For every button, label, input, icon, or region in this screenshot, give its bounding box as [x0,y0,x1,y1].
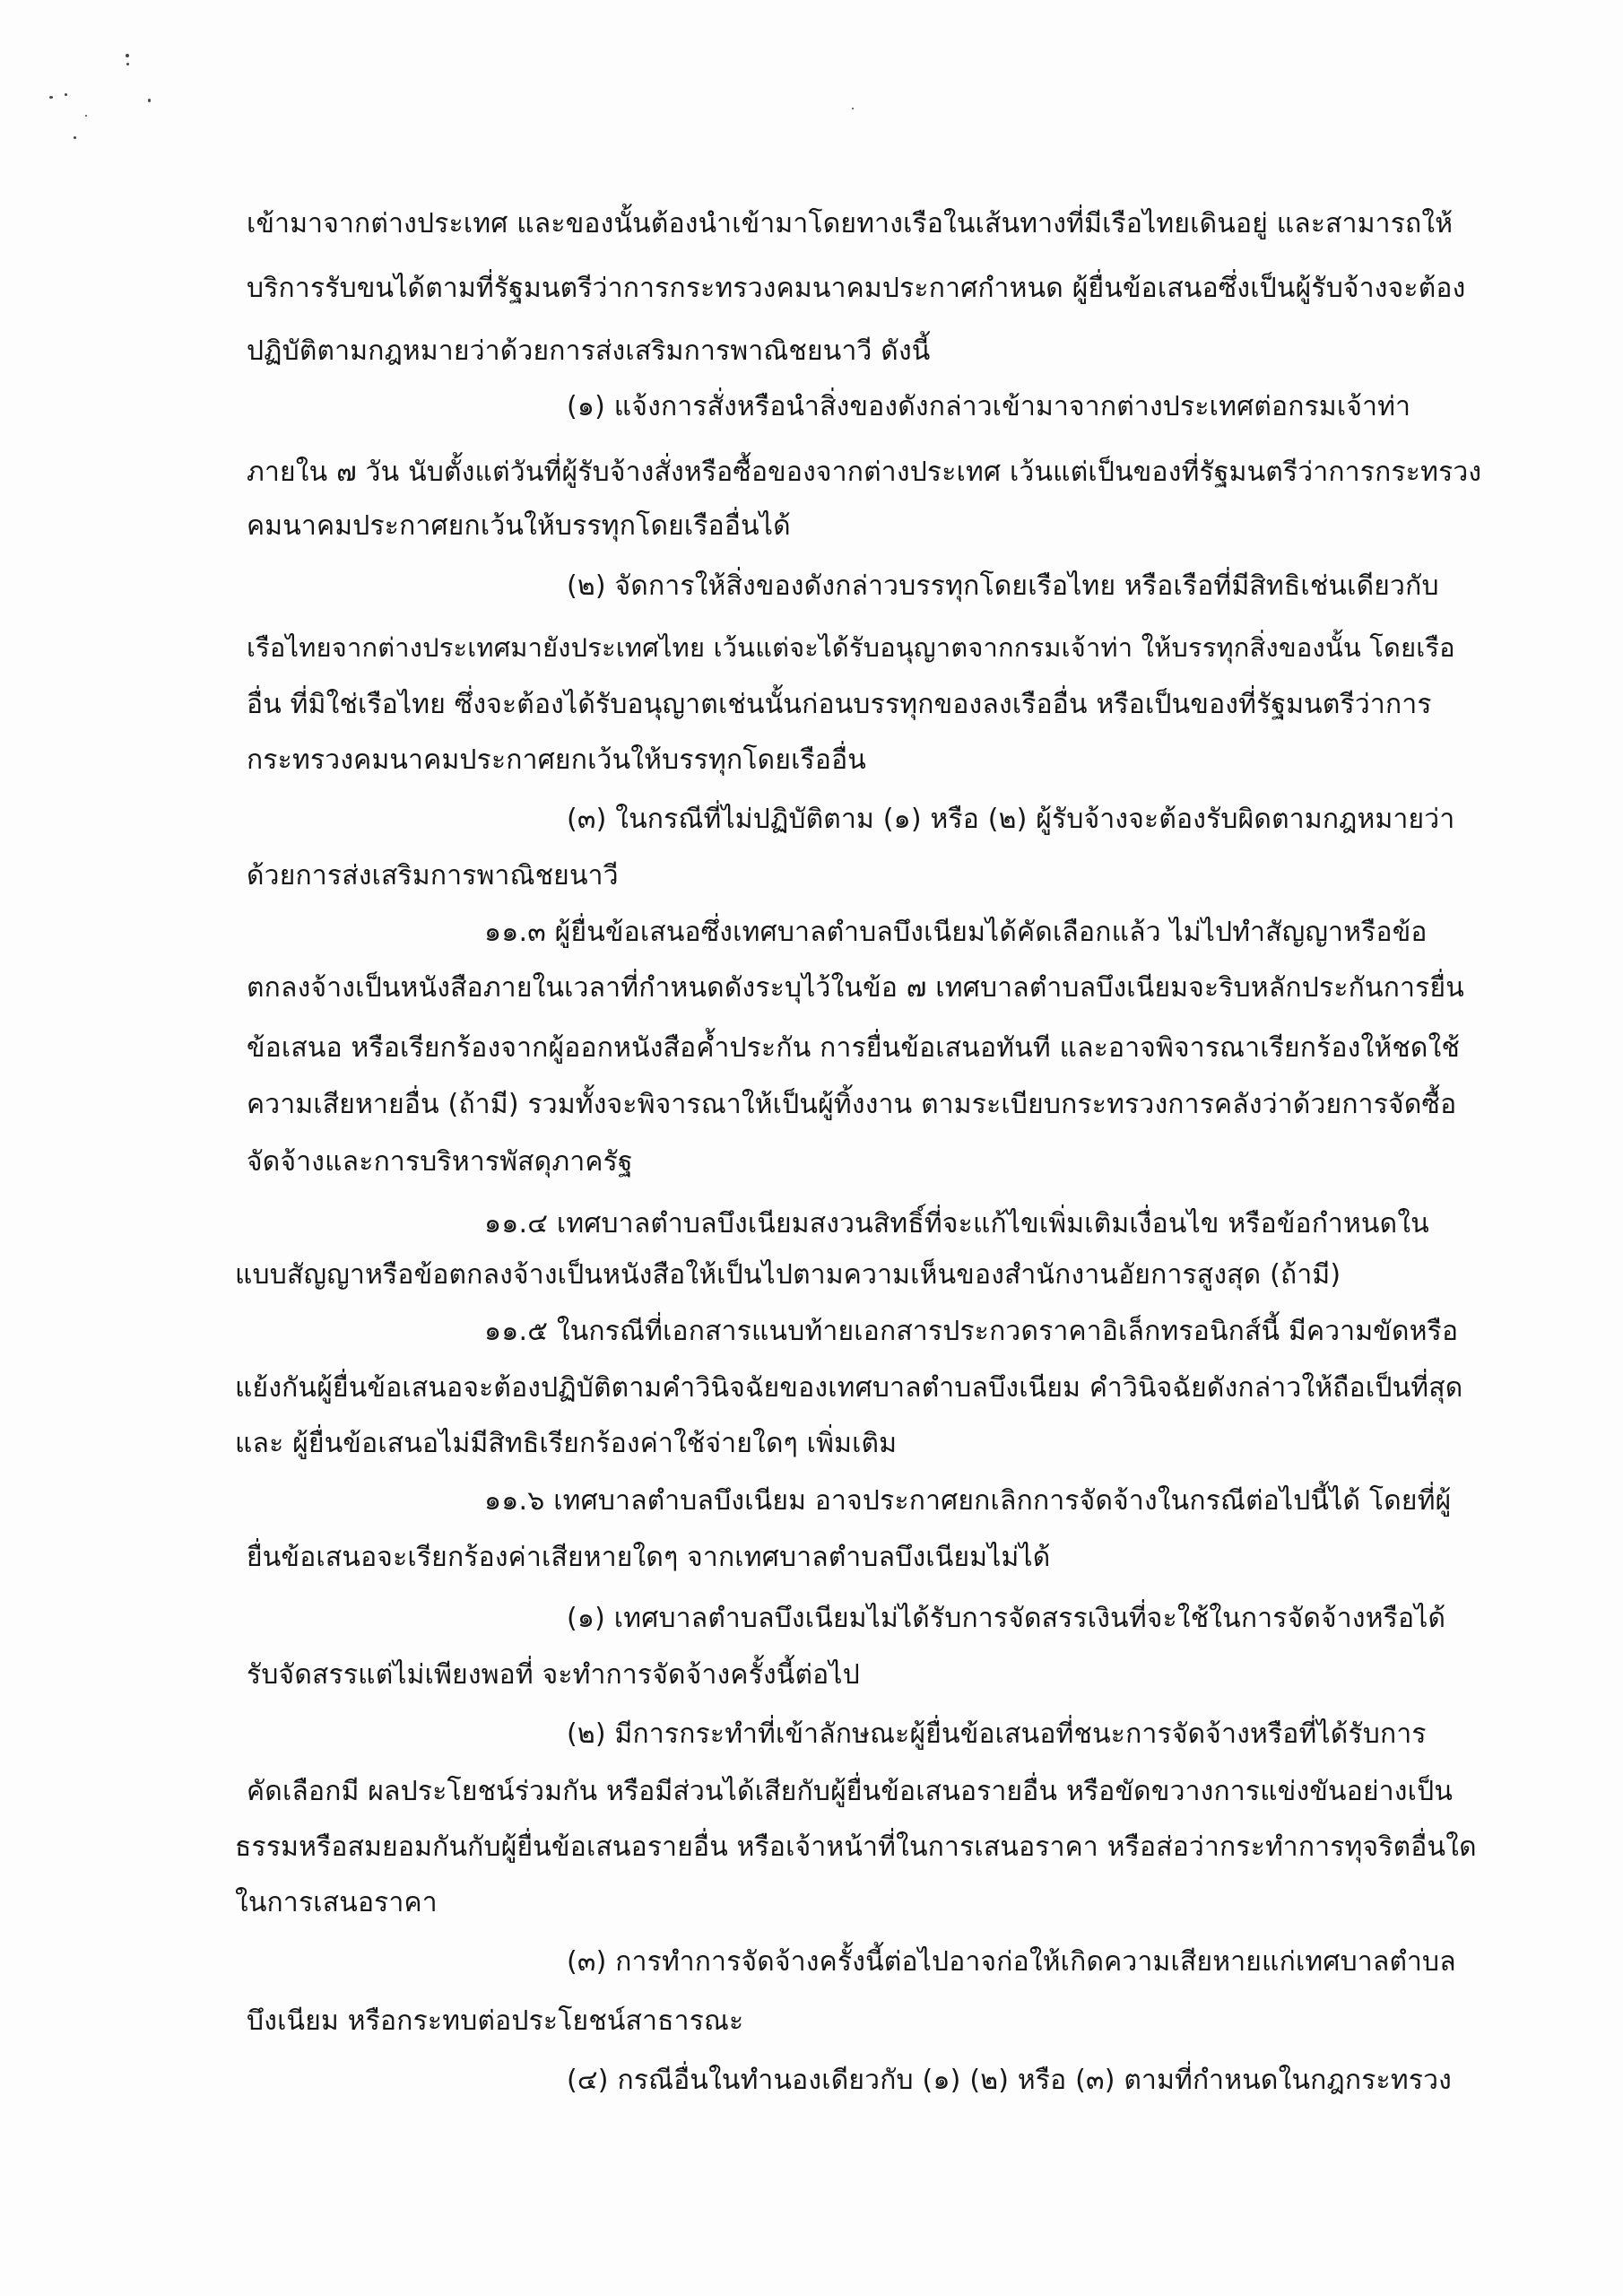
text-line: ในการเสนอราคา [235,1887,438,1918]
text-line: (๓) ในกรณีที่ไม่ปฏิบัติตาม (๑) หรือ (๒) ผู้รับจ้างจะต้องรับผิดตามกฎหมายว่า [567,804,1455,835]
text-line: บริการรับขนได้ตามที่รัฐมนตรีว่าการกระทรวงคมนาคมประกาศกำหนด ผู้ยื่นข้อเสนอซึ่งเป็นผู้รับจ้างจะต้อง [247,273,1466,304]
text-line: กระทรวงคมนาคมประกาศยกเว้นให้บรรทุกโดยเรืออื่น [247,744,867,776]
scan-speck [74,136,76,139]
text-line: ยื่นข้อเสนอจะเรียกร้องค่าเสียหายใดๆ จากเทศบาลตำบลบึงเนียมไม่ได้ [247,1542,1051,1573]
text-line: ๑๑.๔ เทศบาลตำบลบึงเนียมสงวนสิทธิ์ที่จะแก้ไขเพิ่มเติมเงื่อนไข หรือข้อกำหนดใน [484,1208,1429,1239]
text-line: และ ผู้ยื่นข้อเสนอไม่มีสิทธิเรียกร้องค่าใช้จ่ายใดๆ เพิ่มเติม [235,1428,898,1459]
scan-speck [85,115,87,117]
text-line: ข้อเสนอ หรือเรียกร้องจากผู้ออกหนังสือค้ำประกัน การยื่นข้อเสนอทันที และอาจพิจารณาเรียกร้องให้ชดใช้ [247,1032,1461,1064]
text-line: ความเสียหายอื่น (ถ้ามี) รวมทั้งจะพิจารณาให้เป็นผู้ทิ้งงาน ตามระเบียบกระทรวงการคลังว่าด้วยการจัดซื้อ [247,1089,1457,1120]
text-line: (๑) แจ้งการสั่งหรือนำสิ่งของดังกล่าวเข้ามาจากต่างประเทศต่อกรมเจ้าท่า [567,391,1411,422]
text-line: รับจัดสรรแต่ไม่เพียงพอที่ จะทำการจัดจ้างครั้งนี้ต่อไป [247,1659,860,1691]
text-line: (๓) การทำการจัดจ้างครั้งนี้ต่อไปอาจก่อให้เกิดความเสียหายแก่เทศบาลตำบล [567,1946,1456,1978]
text-line: ตกลงจ้างเป็นหนังสือภายในเวลาที่กำหนดดังระบุไว้ในข้อ ๗ เทศบาลตำบลบึงเนียมจะริบหลักประกันการยื่น [247,972,1464,1004]
text-line: อื่น ที่มิใช่เรือไทย ซึ่งจะต้องได้รับอนุญาตเช่นนั้นก่อนบรรทุกของลงเรืออื่น หรือเป็นของที่รัฐมนตรีว่าการ [247,689,1432,720]
text-line: (๒) จัดการให้สิ่งของดังกล่าวบรรทุกโดยเรือไทย หรือเรือที่มีสิทธิเช่นเดียวกับ [567,570,1439,602]
scan-speck [126,54,129,57]
scan-speck [65,93,67,96]
text-line: ๑๑.๓ ผู้ยื่นข้อเสนอซึ่งเทศบาลตำบลบึงเนียมได้คัดเลือกแล้ว ไม่ไปทำสัญญาหรือข้อ [484,917,1428,948]
text-line: ปฏิบัติตามกฎหมายว่าด้วยการส่งเสริมการพาณิชยนาวี ดังนี้ [247,335,931,367]
scan-speck [49,96,53,99]
scan-speck [126,63,129,65]
text-line: ๑๑.๕ ในกรณีที่เอกสารแนบท้ายเอกสารประกวดราคาอิเล็กทรอนิกส์นี้ มีความขัดหรือ [484,1316,1459,1347]
text-line: ด้วยการส่งเสริมการพาณิชยนาวี [247,860,619,891]
text-line: (๒) มีการกระทำที่เข้าลักษณะผู้ยื่นข้อเสนอที่ชนะการจัดจ้างหรือที่ได้รับการ [567,1718,1427,1750]
text-line: ภายใน ๗ วัน นับตั้งแต่วันที่ผู้รับจ้างสั่งหรือซื้อของจากต่างประเทศ เว้นแต่เป็นของที่รัฐมนตรีว่าการกระทรวง [247,457,1482,488]
text-line: แย้งกันผู้ยื่นข้อเสนอจะต้องปฏิบัติตามคำวินิจฉัยของเทศบาลตำบลบึงเนียม คำวินิจฉัยดังกล่าวให้ถือเป็นที่สุด [235,1372,1463,1404]
text-line: (๑) เทศบาลตำบลบึงเนียมไม่ได้รับการจัดสรรเงินที่จะใช้ในการจัดจ้างหรือได้ [567,1603,1446,1634]
text-line: เรือไทยจากต่างประเทศมายังประเทศไทย เว้นแต่จะได้รับอนุญาตจากกรมเจ้าท่า ให้บรรทุกสิ่งของนั้น โดยเรือ [247,632,1455,663]
text-line: คัดเลือกมี ผลประโยชน์ร่วมกัน หรือมีส่วนได้เสียกับผู้ยื่นข้อเสนอรายอื่น หรือขัดขวางการแข่งขันอย่างเป็น [247,1776,1454,1807]
text-line: (๔) กรณีอื่นในทำนองเดียวกับ (๑) (๒) หรือ (๓) ตามที่กำหนดในกฎกระทรวง [567,2065,1453,2096]
text-line: เข้ามาจากต่างประเทศ และของนั้นต้องนำเข้ามาโดยทางเรือในเส้นทางที่มีเรือไทยเดินอยู่ และสามารถให้ [247,208,1454,239]
scan-speck [148,99,151,102]
text-line: ๑๑.๖ เทศบาลตำบลบึงเนียม อาจประกาศยกเลิกการจัดจ้างในกรณีต่อไปนี้ได้ โดยที่ผู้ [484,1485,1452,1517]
scan-speck [852,108,854,109]
text-line: จัดจ้างและการบริหารพัสดุภาครัฐ [247,1146,633,1178]
text-line: แบบสัญญาหรือข้อตกลงจ้างเป็นหนังสือให้เป็นไปตามความเห็นของสำนักงานอัยการสูงสุด (ถ้ามี) [235,1259,1341,1291]
text-line: คมนาคมประกาศยกเว้นให้บรรทุกโดยเรืออื่นได้ [247,510,791,542]
text-line: ธรรมหรือสมยอมกันกับผู้ยื่นข้อเสนอรายอื่น หรือเจ้าหน้าที่ในการเสนอราคา หรือส่อว่ากระทำการทุจริตอื่นใด [235,1831,1477,1863]
text-line: บึงเนียม หรือกระทบต่อประโยชน์สาธารณะ [247,2005,744,2037]
